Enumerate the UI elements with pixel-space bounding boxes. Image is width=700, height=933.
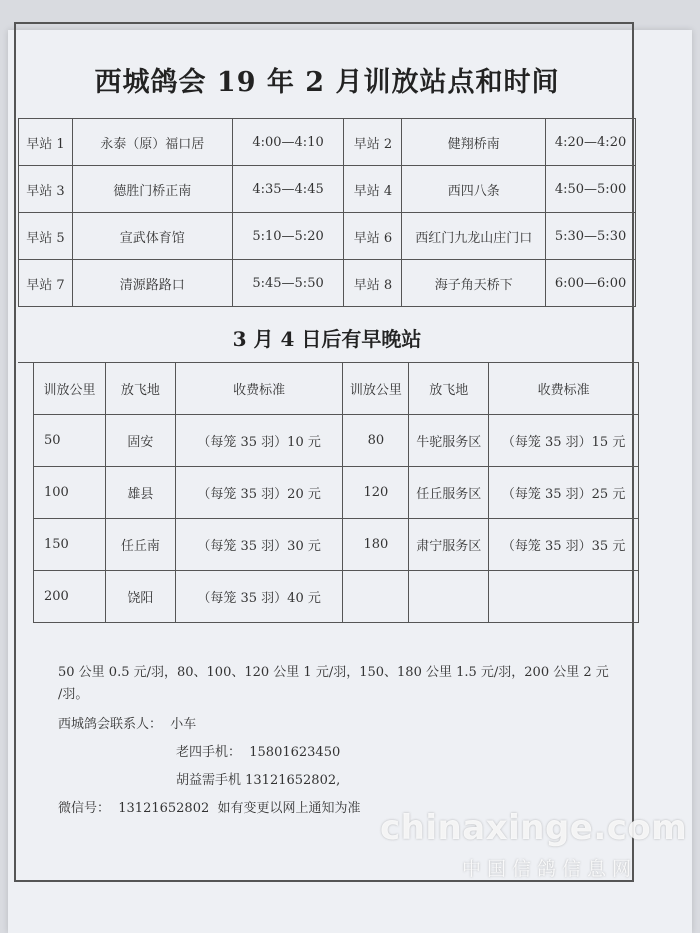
watermark-site-name: 中国信鸽信息网 bbox=[462, 858, 638, 880]
station-label: 早站 5 bbox=[19, 213, 73, 260]
fee-row bbox=[34, 571, 639, 623]
fee-amount: （每笼 35 羽）30 元 bbox=[175, 519, 343, 571]
fee-column-header: 训放公里 bbox=[34, 363, 106, 415]
fee-column-header: 放飞地 bbox=[409, 363, 489, 415]
fee-row bbox=[34, 519, 639, 571]
notes-section bbox=[58, 662, 628, 820]
release-site bbox=[409, 571, 489, 623]
station-schedule-table bbox=[18, 118, 636, 307]
fee-column-header: 训放公里 bbox=[343, 363, 409, 415]
phone-number-2: 胡益需手机 13121652802, bbox=[176, 773, 341, 788]
station-row bbox=[19, 213, 636, 260]
contact-person: 西城鸽会联系人： 小车 bbox=[58, 717, 197, 732]
fee-amount: （每笼 35 羽）40 元 bbox=[175, 571, 343, 623]
distance-km: 100 bbox=[34, 467, 106, 519]
release-site: 肃宁服务区 bbox=[409, 519, 489, 571]
distance-km: 80 bbox=[343, 415, 409, 467]
fee-column-header: 收费标准 bbox=[175, 363, 343, 415]
station-label: 早站 7 bbox=[19, 260, 73, 307]
station-label: 早站 1 bbox=[19, 119, 73, 166]
section-subtitle: 3 月 4 日后有早晚站 bbox=[18, 316, 636, 363]
distance-km: 150 bbox=[34, 519, 106, 571]
station-label: 早站 2 bbox=[344, 119, 402, 166]
fee-column-header: 收费标准 bbox=[489, 363, 639, 415]
station-location: 西四八条 bbox=[402, 166, 546, 213]
station-time: 4:35—4:45 bbox=[232, 166, 344, 213]
fee-column-header: 放飞地 bbox=[105, 363, 175, 415]
release-site: 雄县 bbox=[105, 467, 175, 519]
phone-number-1: 老四手机： 15801623450 bbox=[176, 745, 341, 760]
fee-row bbox=[34, 467, 639, 519]
wechat-notice: 微信号： 13121652802 如有变更以网上通知为准 bbox=[58, 801, 361, 816]
release-site: 任丘南 bbox=[105, 519, 175, 571]
station-location: 宣武体育馆 bbox=[72, 213, 232, 260]
fee-table-body bbox=[34, 363, 639, 623]
watermark-domain: chinaxinge.com bbox=[380, 808, 688, 848]
fee-header-row bbox=[34, 363, 639, 415]
distance-km: 120 bbox=[343, 467, 409, 519]
station-table-body bbox=[19, 119, 636, 307]
fee-row bbox=[34, 415, 639, 467]
station-row bbox=[19, 166, 636, 213]
release-site: 饶阳 bbox=[105, 571, 175, 623]
document-title: 西城鸽会 19 年 2 月训放站点和时间 bbox=[94, 67, 560, 98]
fee-amount: （每笼 35 羽）35 元 bbox=[489, 519, 639, 571]
release-site: 牛驼服务区 bbox=[409, 415, 489, 467]
release-site: 任丘服务区 bbox=[409, 467, 489, 519]
station-location: 健翔桥南 bbox=[402, 119, 546, 166]
fee-amount: （每笼 35 羽）25 元 bbox=[489, 467, 639, 519]
distance-km: 180 bbox=[343, 519, 409, 571]
fee-amount: （每笼 35 羽）15 元 bbox=[489, 415, 639, 467]
station-time: 4:00—4:10 bbox=[232, 119, 344, 166]
fee-amount: （每笼 35 羽）20 元 bbox=[175, 467, 343, 519]
station-time: 5:30—5:30 bbox=[546, 213, 636, 260]
station-location: 永泰（原）福口居 bbox=[72, 119, 232, 166]
fee-amount bbox=[489, 571, 639, 623]
distance-km: 200 bbox=[34, 571, 106, 623]
station-location: 德胜门桥正南 bbox=[72, 166, 232, 213]
distance-km bbox=[343, 571, 409, 623]
station-row bbox=[19, 119, 636, 166]
station-label: 早站 4 bbox=[344, 166, 402, 213]
release-site: 固安 bbox=[105, 415, 175, 467]
station-location: 海子角天桥下 bbox=[402, 260, 546, 307]
distance-km: 50 bbox=[34, 415, 106, 467]
station-row bbox=[19, 260, 636, 307]
station-label: 早站 6 bbox=[344, 213, 402, 260]
station-label: 早站 3 bbox=[19, 166, 73, 213]
station-time: 4:20—4:20 bbox=[546, 119, 636, 166]
fee-table bbox=[33, 362, 639, 623]
station-time: 5:45—5:50 bbox=[232, 260, 344, 307]
station-location: 清源路路口 bbox=[72, 260, 232, 307]
station-time: 6:00—6:00 bbox=[546, 260, 636, 307]
station-location: 西红门九龙山庄门口 bbox=[402, 213, 546, 260]
price-note-line-1: 50 公里 0.5 元/羽，80、100、120 公里 1 元/羽，150、180 公里 1.5 元/羽，200 公里 2 元 bbox=[58, 665, 609, 680]
station-time: 4:50—5:00 bbox=[546, 166, 636, 213]
fee-amount: （每笼 35 羽）10 元 bbox=[175, 415, 343, 467]
station-time: 5:10—5:20 bbox=[232, 213, 344, 260]
station-label: 早站 8 bbox=[344, 260, 402, 307]
price-note-line-2: /羽。 bbox=[58, 687, 89, 702]
